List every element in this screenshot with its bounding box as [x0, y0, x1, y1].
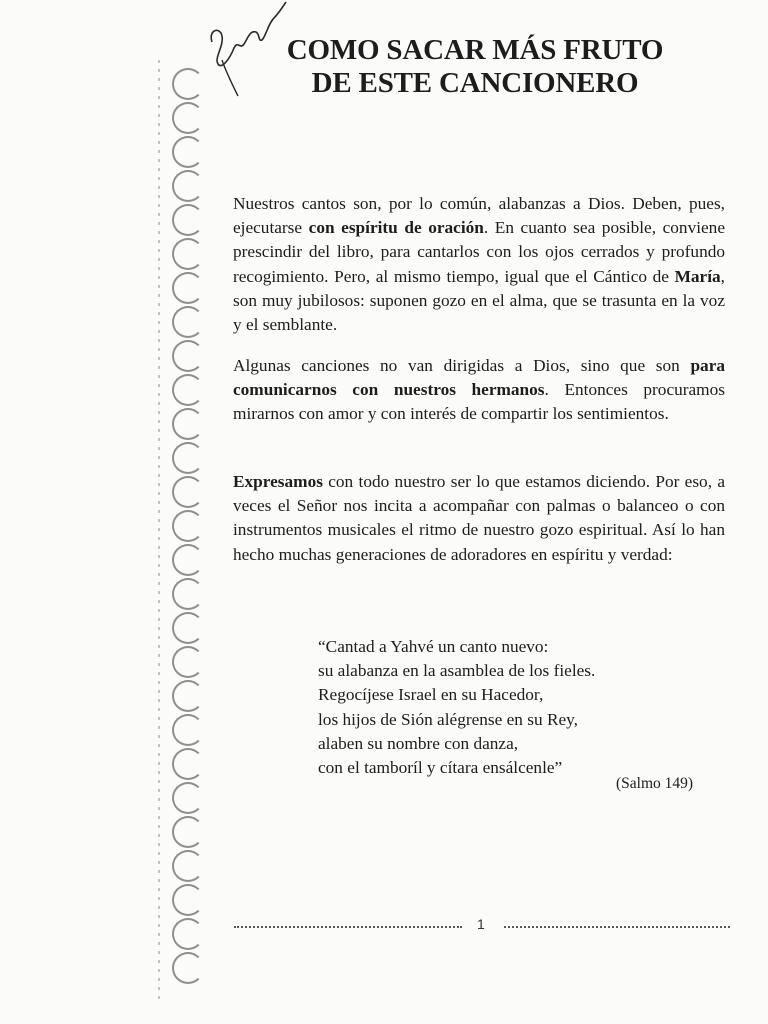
binding-ring — [172, 204, 204, 236]
binding-ring — [172, 952, 204, 984]
page-footer — [234, 916, 730, 936]
footer-rule-left — [234, 926, 462, 928]
emphasis-text: con espíritu de oración — [308, 218, 484, 238]
paragraph-2 — [233, 354, 725, 427]
quote-line: su alabanza en la asamblea de los fieles. — [318, 661, 596, 681]
binding-ring — [172, 680, 204, 712]
binding-ring — [172, 238, 204, 270]
binding-ring — [172, 136, 204, 168]
emphasis-text: para comunicarnos con nuestros hermanos — [233, 356, 725, 400]
paragraph-1 — [233, 192, 725, 337]
binding-ring — [172, 170, 204, 202]
binding-ring — [172, 918, 204, 950]
binding-ring — [172, 646, 204, 678]
quote-citation: (Salmo 149) — [616, 775, 694, 792]
binding-perforation — [158, 60, 160, 1000]
binding-ring — [172, 578, 204, 610]
title-line-1: COMO SACAR MÁS FRUTO — [286, 34, 664, 66]
binding-ring — [172, 714, 204, 746]
binding-ring — [172, 306, 204, 338]
binding-ring — [172, 442, 204, 474]
binding-ring — [172, 544, 204, 576]
emphasis-text: Expresamos — [233, 472, 323, 491]
quote-line: los hijos de Sión alégrense en su Rey, — [318, 709, 578, 729]
binding-ring — [172, 102, 204, 134]
binding-ring — [172, 374, 204, 406]
spiral-binding — [150, 60, 210, 1000]
paragraph-text: . En cuanto sea posible, conviene prescindir del libro, para cantarlos con los ojos cerrados y profundo recogimiento. Pero, al mismo tiempo, igual que el Cántico de — [233, 218, 725, 286]
binding-ring — [172, 408, 204, 440]
paragraph-text: Algunas canciones no van dirigidas a Dios, sino que son — [233, 356, 691, 375]
title-line-2: DE ESTE CANCIONERO — [311, 67, 639, 99]
quote-line: Regocíjese Israel en su Hacedor, — [318, 685, 544, 705]
binding-ring — [172, 884, 204, 916]
paragraph-text: , son muy jubilosos: suponen gozo en el alma, que se trasunta en la voz y el semblante. — [233, 266, 725, 335]
quote-line: con el tamboríl y cítara ensálcenle” — [318, 758, 563, 778]
paragraph-text: . Entonces procuramos mirarnos con amor y con interés de compartir los sentimientos. — [233, 380, 725, 424]
quote-line: alaben su nombre con danza, — [318, 733, 519, 753]
page-title — [250, 34, 700, 100]
page-number: 1 — [477, 916, 485, 932]
footer-rule-right — [504, 926, 730, 928]
paragraph-text: Nuestros cantos son, por lo común, alabanzas a Dios. Deben, pues, ejecutarse — [233, 194, 725, 238]
binding-ring — [172, 816, 204, 848]
binding-ring — [172, 782, 204, 814]
binding-ring — [172, 476, 204, 508]
paragraph-text: con todo nuestro ser lo que estamos diciendo. Por eso, a veces el Señor nos incita a acompañar con palmas o balanceo o con instrumentos musicales el ritmo de nuestro gozo espiritual. Así lo han hecho muchas generaciones de adoradores en espíritu y verdad: — [233, 472, 725, 564]
paragraph-3 — [233, 470, 725, 567]
psalm-quote — [318, 635, 648, 780]
binding-ring — [172, 612, 204, 644]
binding-ring — [172, 272, 204, 304]
binding-ring — [172, 510, 204, 542]
binding-ring — [172, 340, 204, 372]
emphasis-text: María — [674, 266, 721, 286]
quote-line: “Cantad a Yahvé un canto nuevo: — [318, 637, 549, 656]
binding-ring — [172, 748, 204, 780]
binding-ring — [172, 850, 204, 882]
